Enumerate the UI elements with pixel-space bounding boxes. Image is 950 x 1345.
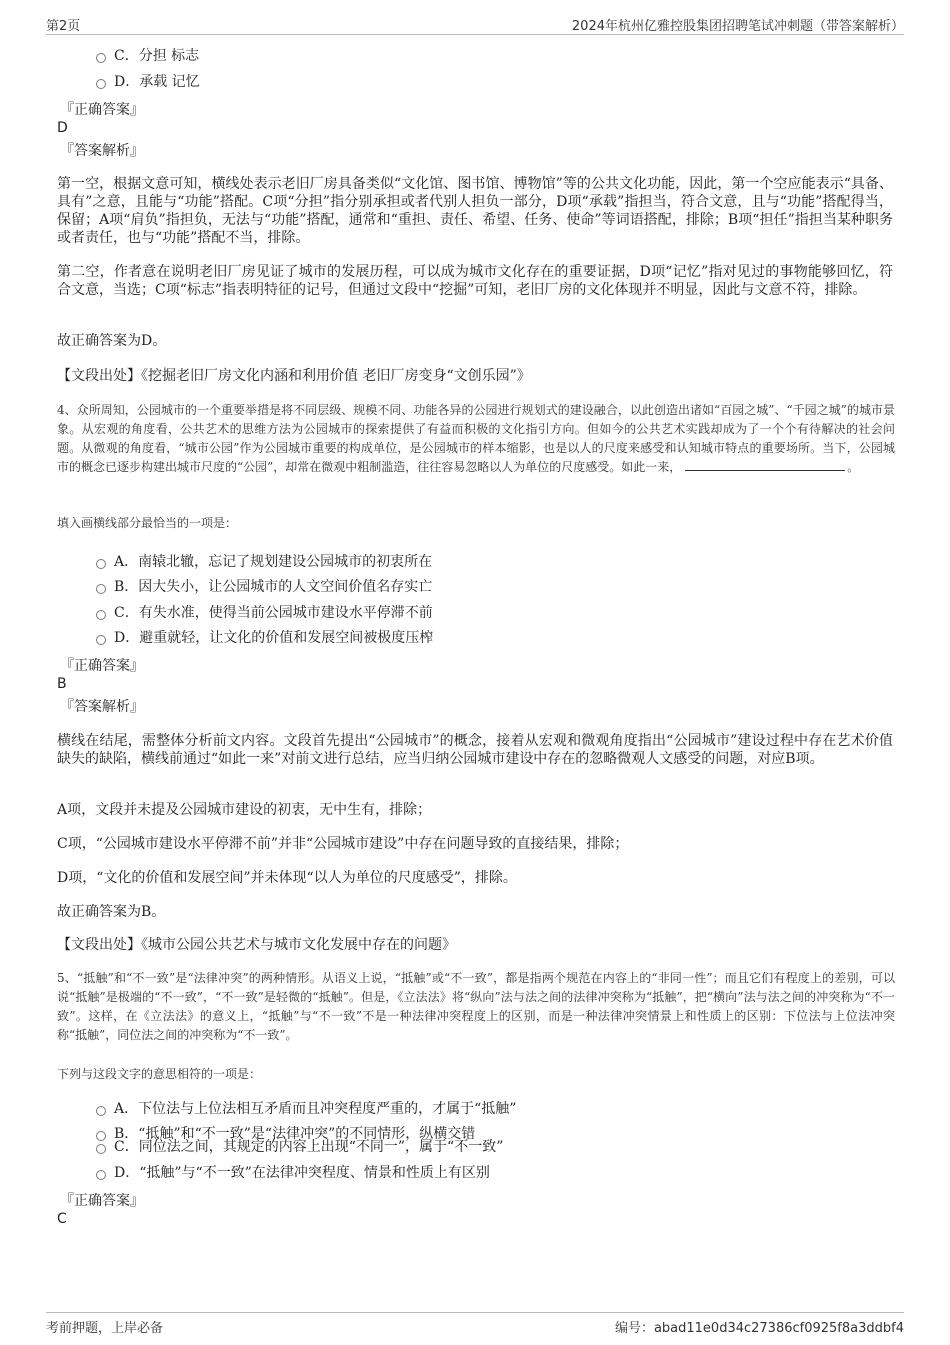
q3-analysis-para-2: 第二空，作者意在说明老旧厂房见证了城市的发展历程，可以成为城市文化存在的重要证据，D项“记忆”指对见过的事物能够回忆，符合文意，当选；C项“标志”指表明特征的记号，但通过文段中“挖掘”可知，老旧厂房的文化体现并不明显，因此与文意不符，排除。 <box>57 264 893 298</box>
radio-icon[interactable] <box>96 559 106 569</box>
page-number: 第2页 <box>46 19 81 34</box>
q4-analysis-para-1: 横线在结尾，需整体分析前文内容。文段首先提出“公园城市”的概念，接着从宏观和微观角度指出“公园城市”建设过程中存在艺术价值缺失的缺陷，横线前通过“如此一来”对前文进行总结，应当归纳公园城市建设中存在的忽略微观人文感受的问题，对应B项。 <box>57 733 893 767</box>
page-footer <box>46 1312 904 1337</box>
radio-icon[interactable] <box>96 610 106 620</box>
q5-option-c[interactable]: C．同位法之间，其规定的内容上出现“不同一”，属于“不一致” <box>96 1137 503 1157</box>
q3-option-d[interactable]: D．承载 记忆 <box>96 72 200 92</box>
q5-question-text: 5、“抵触”和“不一致”是“法律冲突”的两种情形。从语义上说，“抵触”或“不一致”，都是指两个规范在内容上的“非同一性”；而且它们有程度上的差别，可以说“抵触”是极端的“不一致”，“不一致”是轻微的“抵触”。但是，《立法法》将“纵向”法与法之间的法律冲突称为“抵触”，把“横向”法与法之间的冲突称为“不一致”。这样，在《立法法》的意义上，“抵触”与“不一致”不是一种法律冲突程度上的区别，而是一种法律冲突情景上和性质上的区别：下位法与上位法冲突称“抵触”，同位法之间的冲突称为“不一致”。 <box>57 971 895 1042</box>
radio-icon[interactable] <box>96 1106 106 1116</box>
q3-answer-label: 『正确答案』 <box>60 102 144 118</box>
q5-answer-label: 『正确答案』 <box>60 1193 144 1209</box>
q4-answer-label: 『正确答案』 <box>60 658 144 674</box>
footer-serial: 编号：abad11e0d34c27386cf0925f8a3ddbf4 <box>614 1321 904 1336</box>
q5-answer: C <box>57 1211 67 1227</box>
footer-slogan: 考前押题，上岸必备 <box>46 1321 164 1336</box>
q4-stem: 填入画横线部分最恰当的一项是： <box>57 516 238 530</box>
q4-analysis-label: 『答案解析』 <box>60 699 144 715</box>
radio-icon[interactable] <box>96 79 106 89</box>
q4-answer: B <box>57 676 67 692</box>
q4-conclusion: 故正确答案为B。 <box>57 904 166 920</box>
radio-icon[interactable] <box>96 635 106 645</box>
q3-answer: D <box>57 120 68 136</box>
q4-option-c[interactable]: C．有失水准，使得当前公园城市建设水平停滞不前 <box>96 603 433 623</box>
fill-blank <box>685 458 845 471</box>
q5-option-d[interactable]: D．“抵触”与“不一致”在法律冲突程度、情景和性质上有区别 <box>96 1163 490 1183</box>
q5-stem: 下列与这段文字的意思相符的一项是： <box>57 1067 262 1081</box>
q4-analysis-para-4: D项，“文化的价值和发展空间”并未体现“以人为单位的尺度感受”，排除。 <box>57 870 517 886</box>
document-title: 2024年杭州亿雅控股集团招聘笔试冲刺题（带答案解析） <box>571 19 904 34</box>
q4-question-text: 4、众所周知，公园城市的一个重要举措是将不同层级、规模不同、功能各异的公园进行规划式的建设融合，以此创造出诸如“百园之城”、“千园之城”的城市景象。从宏观的角度看，公共艺术的思维方法为公园城市的探索提供了有益而积极的文化指引方向。但如今的公共艺术实践却成为了一个个有待解决的社会问题。从微观的角度看，“城市公园”作为公园城市重要的构成单位，是公园城市的样本缩影，也是以人的尺度来感受和认知城市特点的重要场所。当下，公园城市的概念已逐步构建出城市尺度的“公园”，却常在微观中粗制滥造，往往容易忽略以人为单位的尺度感受。如此一来， 。 <box>57 403 895 474</box>
q4-analysis-para-3: C项，“公园城市建设水平停滞不前”并非“公园城市建设”中存在问题导致的直接结果，排除； <box>57 836 629 852</box>
q3-conclusion: 故正确答案为D。 <box>57 333 167 349</box>
radio-icon[interactable] <box>96 1144 106 1154</box>
q3-analysis-para-1: 第一空，根据文意可知，横线处表示老旧厂房具备类似“文化馆、图书馆、博物馆”等的公共文化功能，因此，第一个空应能表示“具备、具有”之意，且能与“功能”搭配。C项“分担”指分别承担或者代别人担负一部分，D项“承载”指担当，符合文意，且与“功能”搭配得当，保留；A项“肩负”指担负，无法与“功能”搭配，通常和“重担、责任、希望、任务、使命”等词语搭配，排除；B项“担任”指担当某种职务或者责任，也与“功能”搭配不当，排除。 <box>57 176 893 246</box>
q3-analysis-label: 『答案解析』 <box>60 143 144 159</box>
radio-icon[interactable] <box>96 584 106 594</box>
q3-option-c[interactable]: C．分担 标志 <box>96 46 199 66</box>
page-header <box>46 14 904 35</box>
q3-source: 【文段出处】《挖掘老旧厂房文化内涵和利用价值 老旧厂房变身“文创乐园”》 <box>57 368 531 384</box>
q4-analysis-para-2: A项，文段并未提及公园城市建设的初衷，无中生有，排除； <box>57 802 432 818</box>
q5-option-a[interactable]: A．下位法与上位法相互矛盾而且冲突程度严重的，才属于“抵触” <box>96 1099 516 1119</box>
radio-icon[interactable] <box>96 1170 106 1180</box>
radio-icon[interactable] <box>96 53 106 63</box>
q4-source: 【文段出处】《城市公园公共艺术与城市文化发展中存在的问题》 <box>57 937 456 953</box>
q5-option-b[interactable]: B．“抵触”和“不一致”是“法律冲突”的不同情形，纵横交错 <box>96 1124 475 1144</box>
q4-option-b[interactable]: B．因大失小，让公园城市的人文空间价值名存实亡 <box>96 577 432 597</box>
q4-option-a[interactable]: A．南辕北辙，忘记了规划建设公园城市的初衷所在 <box>96 552 432 572</box>
q4-option-d[interactable]: D．避重就轻，让文化的价值和发展空间被极度压榨 <box>96 628 433 648</box>
